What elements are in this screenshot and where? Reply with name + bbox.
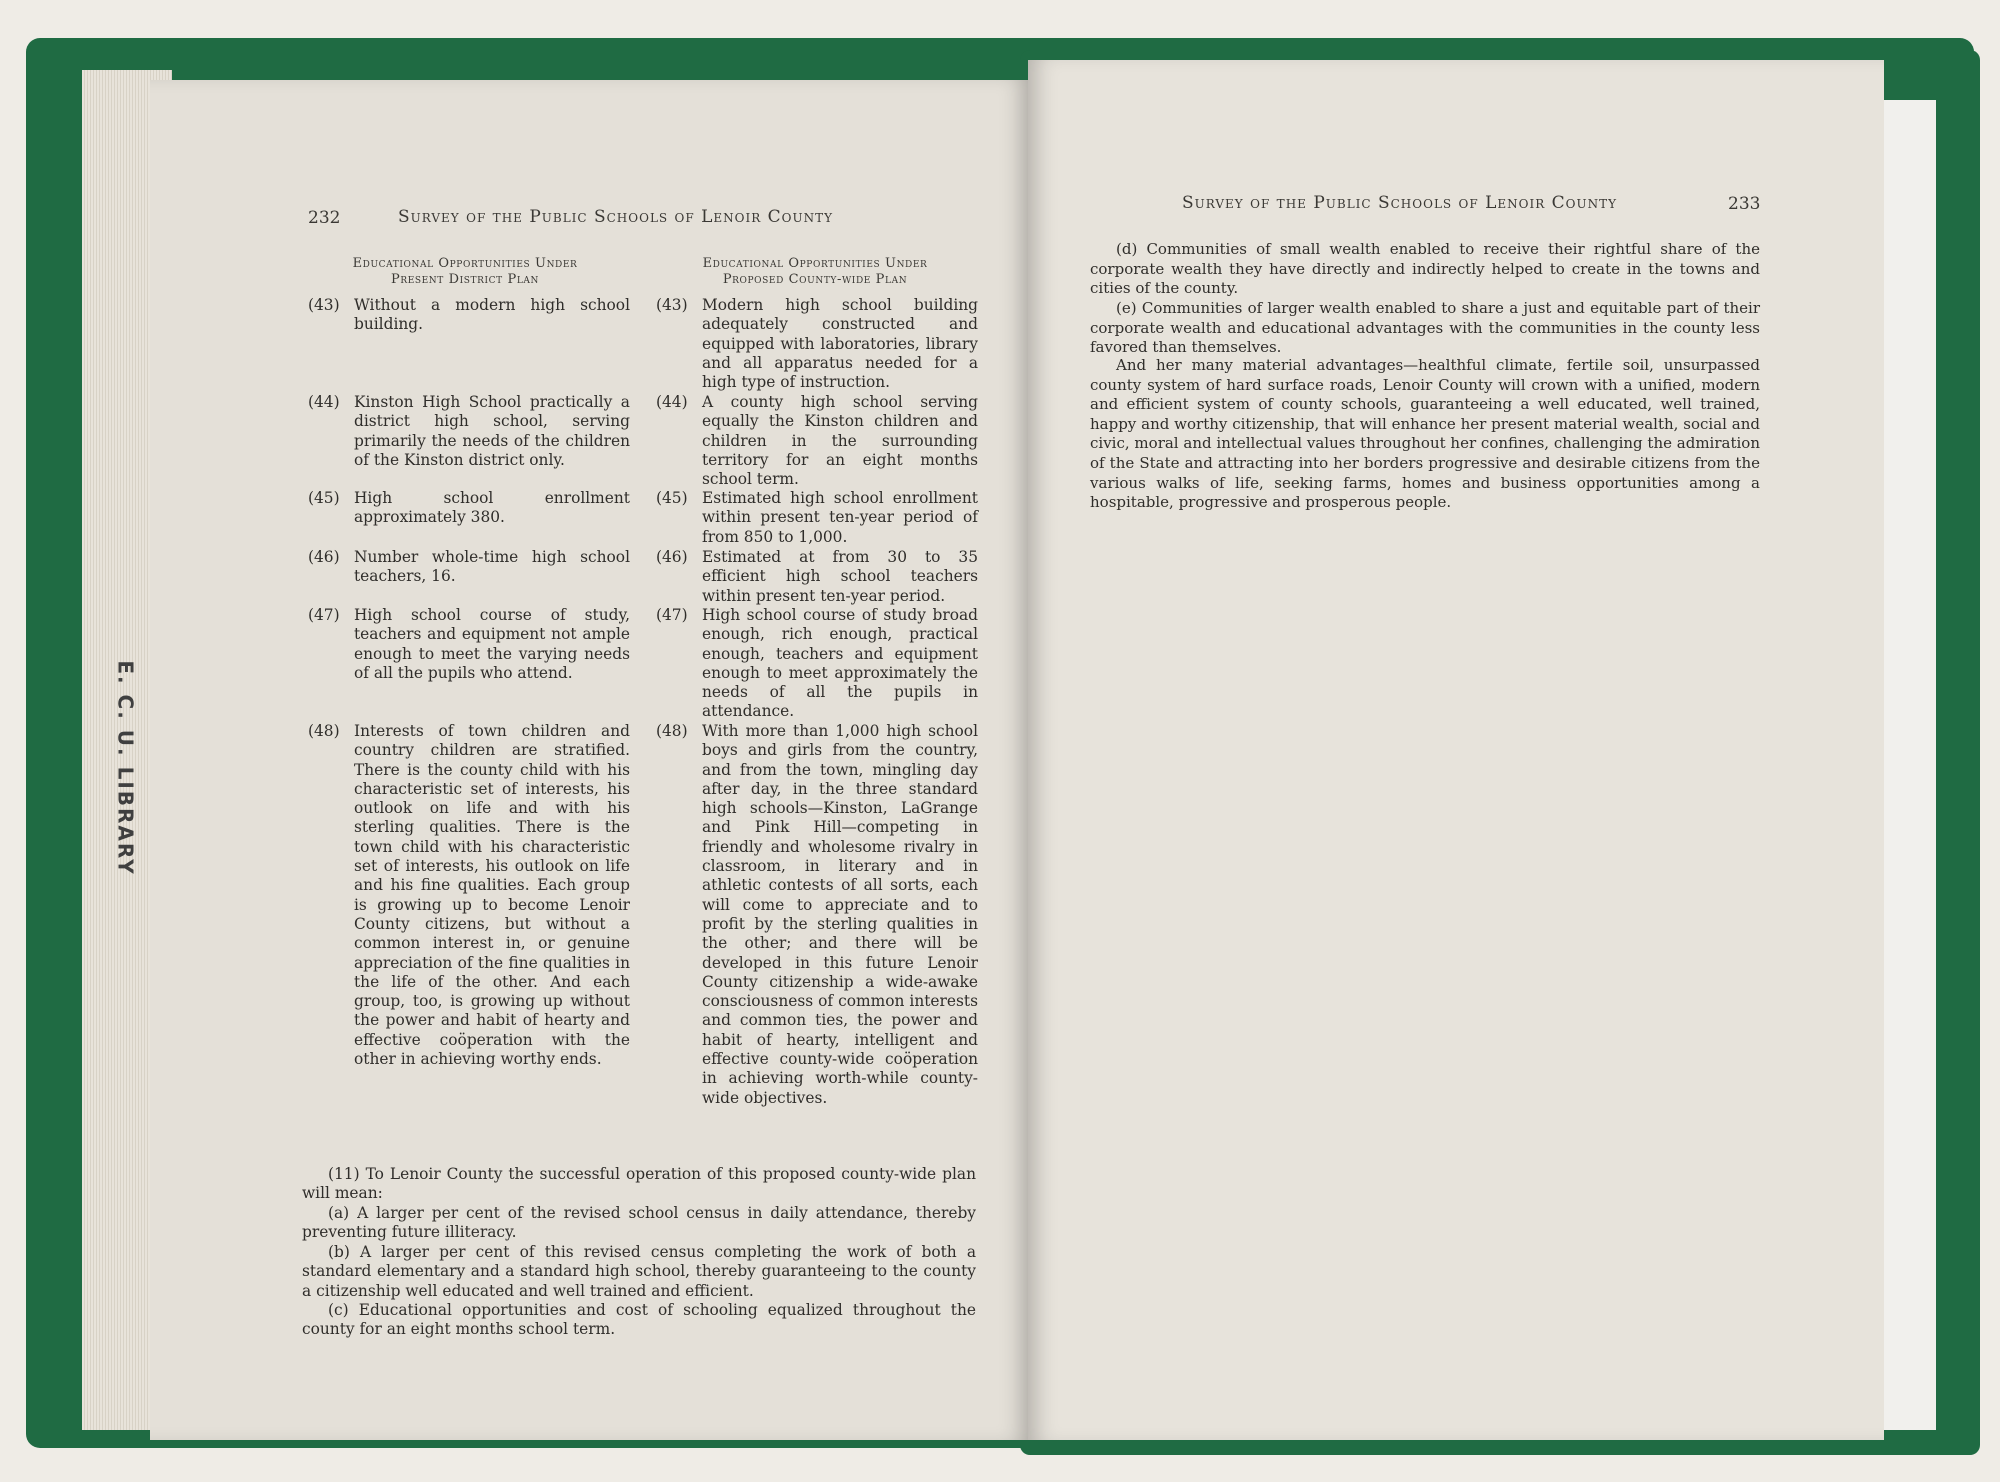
item-number: (44) bbox=[656, 393, 688, 411]
present-item-46 bbox=[308, 548, 630, 587]
present-item-47 bbox=[308, 606, 630, 683]
present-item-45 bbox=[308, 489, 630, 528]
item-number: (47) bbox=[656, 606, 688, 624]
right-paragraph-d: (d) Communities of small wealth enabled to receive their rightful share of the corporate wealth they have directly and indirectly helped to create in the towns and cities of the county. bbox=[1090, 240, 1760, 298]
item-text: Kinston High School practically a district high school, serving primarily the needs of the children of the Kinston district only. bbox=[354, 393, 630, 469]
present-plan-heading bbox=[300, 256, 630, 288]
present-plan-heading-line2: Present District Plan bbox=[390, 272, 540, 287]
left-page-number: 232 bbox=[308, 208, 341, 228]
item-text: High school course of study, teachers and equipment not ample enough to meet the varying needs of all the pupils who attend. bbox=[354, 606, 630, 682]
item-number: (43) bbox=[656, 296, 688, 314]
item-text: Without a modern high school building. bbox=[354, 296, 630, 334]
item-number: (46) bbox=[308, 548, 340, 566]
item-number: (46) bbox=[656, 548, 688, 566]
bottom-paragraph-11: (11) To Lenoir County the successful operation of this proposed county-wide plan will mean: bbox=[302, 1165, 976, 1203]
proposed-item-47 bbox=[656, 606, 978, 722]
library-stamp-text: E. C. U. LIBRARY bbox=[114, 660, 139, 876]
proposed-item-48 bbox=[656, 722, 978, 1108]
item-number: (48) bbox=[308, 722, 340, 740]
bottom-paragraph-c: (c) Educational opportunities and cost of schooling equalized throughout the county for an eight months school term. bbox=[302, 1301, 976, 1339]
item-number: (45) bbox=[308, 489, 340, 507]
present-item-48 bbox=[308, 722, 630, 1069]
proposed-item-45 bbox=[656, 489, 978, 547]
present-item-44 bbox=[308, 393, 630, 470]
item-number: (43) bbox=[308, 296, 340, 314]
item-number: (47) bbox=[308, 606, 340, 624]
right-page-number: 233 bbox=[1728, 194, 1761, 214]
library-stamp bbox=[96, 660, 156, 876]
present-item-43 bbox=[308, 296, 630, 335]
item-text: Estimated at from 30 to 35 efficient high school teachers within present ten-year period. bbox=[702, 548, 978, 605]
proposed-plan-heading-line1: Educational Opportunities Under bbox=[702, 256, 928, 271]
item-text: With more than 1,000 high school boys and girls from the country, and from the town, mingling day after day, in the three standard high schools—Kinston, LaGrange and Pink Hill—competing in friendly and wholesome rivalry in classroom, in literary and in athletic contests of all sorts, each will come to appreciate and to profit by the sterling qualities in the other; and there will be developed in this future Lenoir County citizenship a wide-awake consciousness of common interests and common ties, the power and habit of hearty, intelligent and effective county-wide coöperation in achieving worth-while county-wide objectives. bbox=[702, 722, 978, 1107]
proposed-item-43 bbox=[656, 296, 978, 392]
left-running-head: Survey of the Public Schools of Lenoir County bbox=[398, 207, 834, 227]
right-paragraph-e: (e) Communities of larger wealth enabled to share a just and equitable part of their corporate wealth and educational advantages with the communities in the county less favored than themselves. bbox=[1090, 299, 1760, 357]
page-block-right-edge bbox=[1880, 100, 1936, 1430]
item-number: (48) bbox=[656, 722, 688, 740]
item-number: (45) bbox=[656, 489, 688, 507]
item-text: A county high school serving equally the Kinston children and children in the surrounding territory for an eight months school term. bbox=[702, 393, 978, 489]
item-text: Interests of town children and country children are stratified. There is the county child with his characteristic set of interests, his outlook on life and with his sterling qualities. There is the town child with his characteristic set of interests, his outlook on life and his fine qualities. Each group is growing up to become Lenoir County citizens, but without a common interest in, or genuine appreciation of the fine qualities in the life of the other. And each group, too, is growing up without the power and habit of hearty and effective coöperation with the other in achieving worthy ends. bbox=[354, 722, 630, 1069]
right-paragraph-closing: And her many material advantages—healthful climate, fertile soil, unsurpassed county system of hard surface roads, Lenoir County will crown with a unified, modern and efficient system of county schools, guaranteeing a well educated, well trained, happy and worthy citizenship, that will enhance her present material wealth, social and civic, moral and intellectual values throughout her confines, challenging the admiration of the State and attracting into her borders progressive and desirable citizens from the various walks of life, seeking farms, homes and business opportunities among a hospitable, progressive and prosperous people. bbox=[1090, 356, 1760, 512]
present-plan-heading-line1: Educational Opportunities Under bbox=[352, 256, 578, 271]
right-running-head: Survey of the Public Schools of Lenoir County bbox=[1182, 193, 1618, 213]
item-text: Number whole-time high school teachers, 16. bbox=[354, 548, 630, 586]
proposed-item-44 bbox=[656, 393, 978, 489]
proposed-plan-heading-line2: Proposed County-wide Plan bbox=[722, 272, 908, 287]
item-text: High school course of study broad enough, rich enough, practical enough, teachers and equipment enough to meet approximately the needs of all the pupils in attendance. bbox=[702, 606, 978, 721]
bottom-paragraph-a: (a) A larger per cent of the revised school census in daily attendance, thereby preventing future illiteracy. bbox=[302, 1204, 976, 1242]
bottom-paragraph-b: (b) A larger per cent of this revised census completing the work of both a standard elementary and a standard high school, thereby guaranteeing to the county a citizenship well educated and well trained and efficient. bbox=[302, 1243, 976, 1300]
proposed-item-46 bbox=[656, 548, 978, 606]
item-text: High school enrollment approximately 380. bbox=[354, 489, 630, 527]
proposed-plan-heading bbox=[650, 256, 980, 288]
item-number: (44) bbox=[308, 393, 340, 411]
item-text: Estimated high school enrollment within present ten-year period of from 850 to 1,000. bbox=[702, 489, 978, 546]
item-text: Modern high school building adequately constructed and equipped with laboratories, library and all apparatus needed for a high type of instruction. bbox=[702, 296, 978, 392]
